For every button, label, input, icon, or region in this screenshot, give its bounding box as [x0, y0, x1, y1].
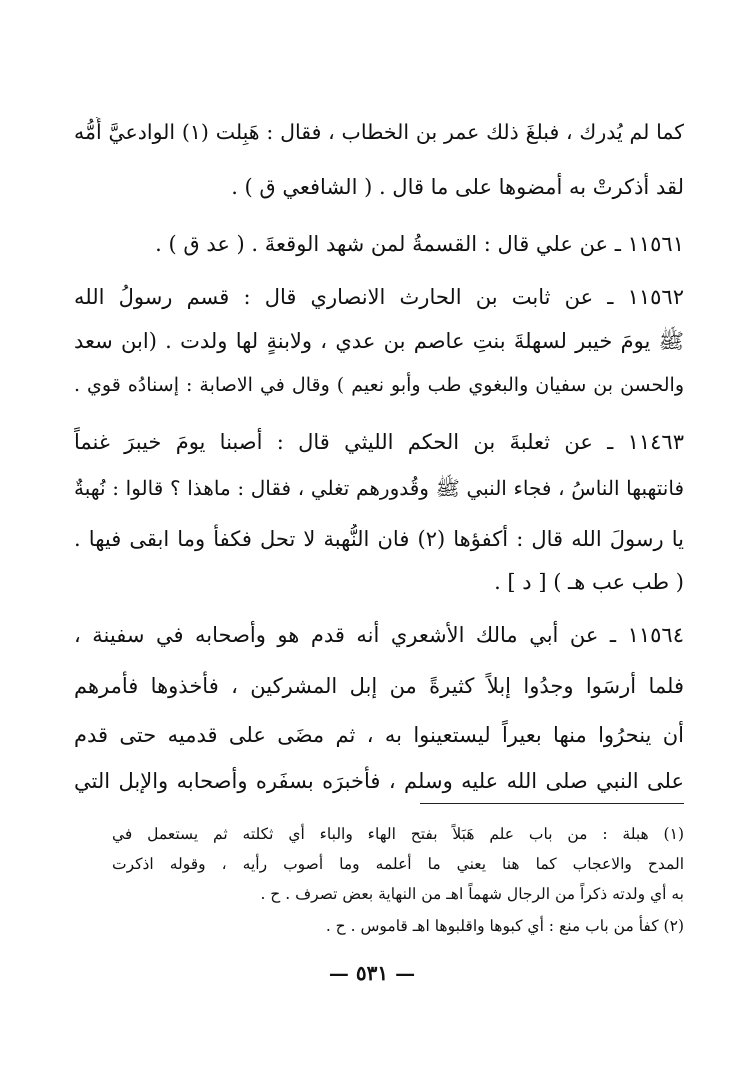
text-line-6: والحسن بن سفيان والبغوي طب وأبو نعيم ) وقال في الاصابة : إسنادُه قوي . [74, 374, 684, 396]
text-line-13: أن ينحرُوا منها بعيراً ليستعينوا به ، ثم مضَى على قدميه حتى قدم [74, 723, 684, 747]
page-number: — ٥٣١ — [328, 961, 416, 985]
footnote-separator [420, 803, 684, 804]
text-line-8: فانتهبها الناسُ ، فجاء النبي ﷺ وقُدورهم تغلي ، فقال : ماهذا ؟ قالوا : نُهبةٌ [74, 476, 684, 500]
footnote-1-line-1: (١) هبلة : من باب علم هَبَلاً بفتح الهاء والباء أي ثكلته ثم يستعمل في [112, 825, 684, 843]
text-line-14: على النبي صلى الله عليه وسلم ، فأخبرَه بسفَره وأصحابه والإبل التي [74, 769, 684, 793]
text-line-9: يا رسولَ الله قال : أكفؤها (٢) فان النُّهبة لا تحل فكفأ وما ابقى فيها . [74, 527, 684, 551]
footnote-1-line-3: به أي ولدته ذكراً من الرجال شهماً اهـ من النهاية بعض تصرف . ح . [260, 885, 684, 903]
hadith-11562: ١١٥٦٢ ـ عن ثابت بن الحارث الانصاري قال : قسم رسولُ الله [74, 285, 684, 309]
text-line-1: كما لم يُدرك ، فبلغَ ذلك عمر بن الخطاب ، فقال : هَبِلت (١) الوادعيَّ أُمُّه [74, 120, 684, 144]
hadith-11564: ١١٥٦٤ ـ عن أبي مالك الأشعري أنه قدم هو وأصحابه في سفينة ، [74, 623, 684, 647]
footnote-2: (٢) كفأ من باب منع : أي كبوها واقلبوها اهـ قاموس . ح . [325, 917, 684, 935]
text-line-2: لقد أذكرتْ به أمضوها على ما قال . ( الشافعي ق ) . [231, 175, 684, 199]
text-line-10: ( طب عب هـ ) [ د ] . [494, 570, 684, 594]
text-line-12: فلما أرسَوا وجدُوا إبلاً كثيرةً من إبل المشركين ، فأخذوها فأمرهم [74, 674, 684, 698]
hadith-11561: ١١٥٦١ ـ عن علي قال : القسمةُ لمن شهد الوقعةَ . ( عد ق ) . [155, 232, 684, 256]
hadith-11463: ١١٤٦٣ ـ عن ثعلبةَ بن الحكم الليثي قال : أصبنا يومَ خيبرَ غنماً [74, 430, 684, 454]
footnote-1-line-2: المدح والاعجاب كما هنا يعني ما أعلمه وما أصوب رأيه ، وقوله اذكرت [112, 855, 684, 873]
text-line-5: ﷺ يومَ خيبر لسهلةَ بنتِ عاصم بن عدي ، ولابنةٍ لها ولدت . (ابن سعد [74, 329, 684, 353]
